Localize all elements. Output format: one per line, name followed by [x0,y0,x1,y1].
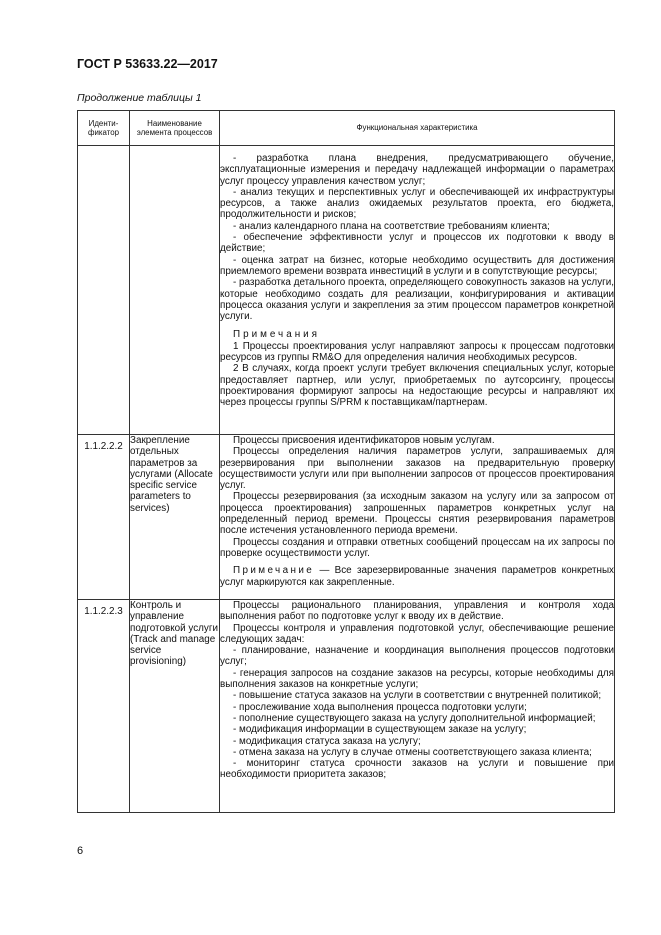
list-item: - прослеживание хода выполнения процесса подготовки услуги; [233,701,527,713]
list-item: - генерация запросов на создание заказов на ресурсы, которые необходимы для выполнения заказов на конкретные услуги; [220,667,614,691]
note-item: 2 В случаях, когда проект услуги требует включения специальных услуг, которые предоставляет партнер, или услуг, приобретаемых по аутсорсингу, процессы проектирования формируют запросы на недостающие ресурсы и направляют их через процессы группы S/PRM к поставщикам/партнерам. [220,363,614,409]
list-item: - пополнение существующего заказа на услугу дополнительной информацией; [233,712,596,724]
paragraph: Процессы резервирования (за исходным заказом на услугу или за запросом от процесса проектирования) запрошенных параметров конкретных услуг на определенный период времени. Процессы снятия резервирования параметров после истечения установленного периода времени. [220,491,614,537]
table-header-row [78,111,615,146]
table-row [78,146,615,435]
list-item: - оценка затрат на бизнес, которые необходимо осуществить для достижения приемлемого времени возврата инвестиций в услуги и в сопутствующие ресурсы; [220,254,614,277]
list-item: - отмена заказа на услугу в случае отмены соответствующего заказа клиента; [233,746,592,758]
column-header-function: Функциональная характеристика [220,111,615,146]
paragraph: Процессы определения наличия параметров услуги, запрашиваемых для резервирования при выполнении заказов на предварительную проверку осуществимости услуги или при выполнении запросов от процессов проектирования услуг. [220,446,614,492]
notes-title: Примечания [233,329,321,341]
list-item: - разработка детального проекта, определяющего совокупность заказов на услуги, которые необходимо создать для реализации, конфигурирования и активации процесса оказания услуги и закрепления за этим процессом параметров конкретной услуги. [220,277,614,323]
note-label: Примечание [233,565,315,577]
list-item: - планирование, назначение и координация выполнения процессов подготовки услуг; [220,645,614,668]
list-item: - анализ календарного плана на соответствие требованиям клиента; [233,220,550,232]
paragraph: Процессы присвоения идентификаторов новым услугам. [233,435,495,446]
list-item: - мониторинг статуса срочности заказов на услуги и повышение при необходимости приоритета заказов; [220,758,614,781]
row-function-cell [220,435,615,600]
paragraph: Процессы контроля и управления подготовкой услуг, обеспечивающие решение следующих задач: [220,622,614,645]
list-item: - обеспечение эффективности услуг и процессов их подготовки к вводу в действие; [220,232,614,255]
column-header-name: Наименование элемента процессов [130,111,220,146]
standard-header: ГОСТ Р 53633.22—2017 [77,57,218,71]
table-row [78,435,615,600]
list-item: - разработка плана внедрения, предусматривающего обучение, эксплуатационные измерения и передачу надлежащей информации о параметрах услуг процессу управления качеством услуг; [220,153,614,187]
list-item: - модификация статуса заказа на услугу; [233,735,421,747]
list-item: - повышение статуса заказов на услуги в соответствии с внутренней политикой; [233,690,602,702]
row-function-cell [220,146,615,435]
row-id-cell: 1.1.2.2.3 [78,600,130,813]
row-name-cell: Контроль и управление подготовкой услуги (Track and manage service provisioning) [130,600,220,813]
table-row [78,600,615,813]
paragraph: Процессы создания и отправки ответных сообщений процессам на их запросы по проверке осуществимости услуг. [220,536,614,559]
table-caption: Продолжение таблицы 1 [77,92,202,104]
column-header-id: Иденти-фикатор [78,111,130,146]
note-paragraph [220,565,614,588]
process-table [77,110,615,813]
row-id-cell: 1.1.2.2.2 [78,435,130,600]
page-number: 6 [77,845,84,857]
row-function-cell [220,600,615,813]
note-text: — Все зарезервированные значения параметров конкретных услуг маркируются как закрепленные. [220,565,614,588]
row-name-cell [130,146,220,435]
note-item: 1 Процессы проектирования услуг направляют запросы к процессам подготовки ресурсов из группы RM&O для определения наличия необходимых ресурсов. [220,340,614,364]
paragraph: Процессы рационального планирования, управления и контроля хода выполнения работ по подготовке услуг к вводу их в действие. [220,600,614,623]
list-item: - модификация информации в существующем заказе на услугу; [233,724,527,736]
list-item: - анализ текущих и перспективных услуг и обеспечивающей их инфраструктуры ресурсов, а также анализ ожидаемых результатов проекта, его бюджета, продолжительности и рисков; [220,186,614,221]
row-id-cell [78,146,130,435]
row-name-cell: Закрепление отдельных параметров за услугами (Allocate specific service parameters to services) [130,435,220,600]
